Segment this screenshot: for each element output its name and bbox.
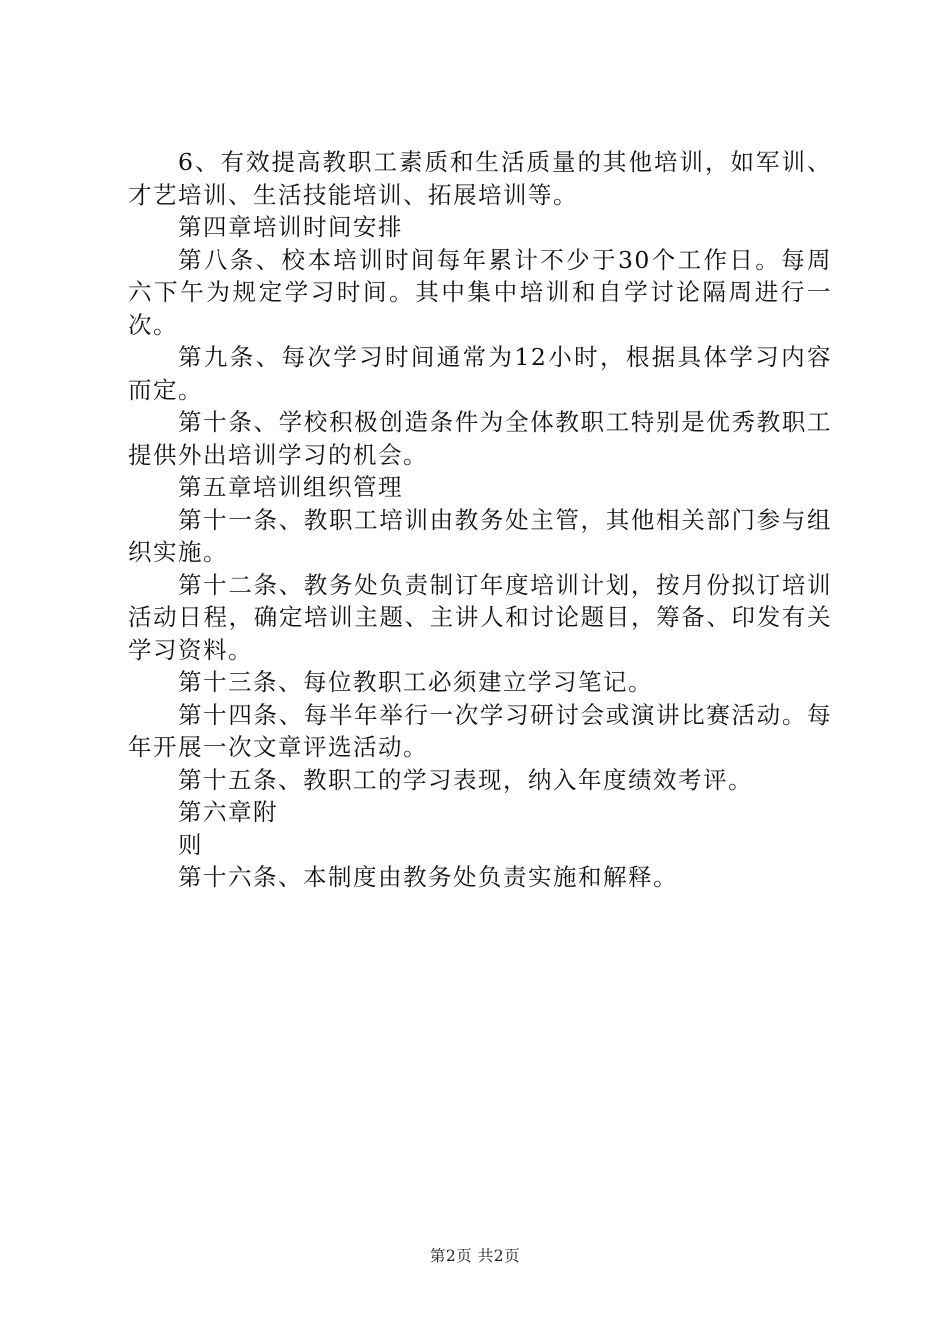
chapter-6-heading: 第六章附 — [178, 798, 278, 826]
article-10: 第十条、学校积极创造条件为全体教职工特别是优秀教职工提供外出培训学习的机会。 — [128, 408, 832, 469]
document-body — [128, 146, 832, 894]
article-15: 第十五条、教职工的学习表现，纳入年度绩效考评。 — [178, 765, 753, 794]
article-16: 第十六条、本制度由教务处负责实施和解释。 — [178, 863, 678, 891]
paragraph-item-6: 6、有效提高教职工素质和生活质量的其他培训，如军训、才艺培训、生活技能培训、拓展培训等。 — [128, 148, 832, 209]
page-footer: 第2页 共2页 — [429, 1247, 521, 1265]
article-13: 第十三条、每位教职工必须建立学习笔记。 — [178, 668, 653, 696]
article-8: 第八条、校本培训时间每年累计不少于30个工作日。每周六下午为规定学习时间。其中集中培训和自学讨论隔周进行一次。 — [128, 245, 832, 339]
article-11: 第十一条、教职工培训由教务处主管，其他相关部门参与组织实施。 — [128, 505, 832, 566]
chapter-4-heading: 第四章培训时间安排 — [178, 213, 403, 241]
article-14: 第十四条、每半年举行一次学习研讨会或演讲比赛活动。每年开展一次文章评选活动。 — [128, 700, 832, 761]
chapter-5-heading: 第五章培训组织管理 — [178, 473, 403, 501]
article-9: 第九条、每次学习时间通常为12小时，根据具体学习内容而定。 — [128, 343, 832, 404]
article-12: 第十二条、教务处负责制订年度培训计划，按月份拟订培训活动日程，确定培训主题、主讲人和讨论题目，筹备、印发有关学习资料。 — [128, 570, 832, 664]
chapter-6-heading-continued: 则 — [178, 830, 203, 859]
